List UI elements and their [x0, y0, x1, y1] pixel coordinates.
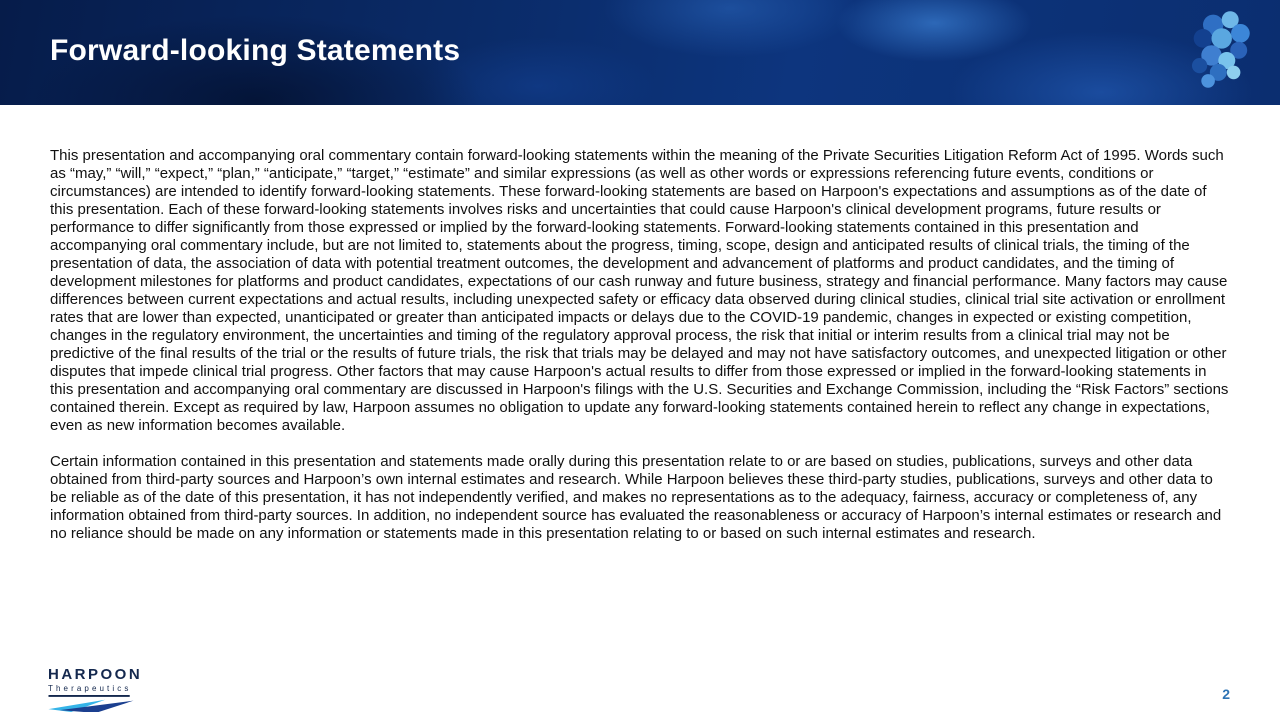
page-number: 2	[1222, 686, 1230, 702]
logo-harpoon-icon	[48, 695, 134, 712]
disclaimer-paragraph-2: Certain information contained in this presentation and statements made orally during this presentation relate to or are based on studies, publications, surveys and other data obtained from third-party sources and Harpoon’s own internal estimates and research. While Harpoon believes these third-party studies, publications, surveys and other data to be reliable as of the date of this presentation, it has not independently verified, and makes no representations as to the adequacy, fairness, accuracy or completeness of, any information obtained from third-party sources. In addition, no independent source has evaluated the reasonableness or accuracy of Harpoon’s internal estimates or research and no reliance should be made on any information or statements made in this presentation relating to or based on such internal estimates and research.	[50, 453, 1222, 542]
disclaimer-paragraph-1: This presentation and accompanying oral commentary contain forward-looking statements within the meaning of the Private Securities Litigation Reform Act of 1995. Words such as “may,” “will,” “expect,” “plan,” “anticipate,” “target,” “estimate” and similar expressions (as well as other words or expressions referencing future events, conditions or circumstances) are intended to identify forward-looking statements. These forward-looking statements are based on Harpoon's expectations and assumptions as of the date of this presentation. Each of these forward-looking statements involves risks and uncertainties that could cause Harpoon's clinical development programs, future results or performance to differ significantly from those expressed or implied by the forward-looking statements. Forward-looking statements contained in this presentation and accompanying oral commentary include, but are not limited to, statements about the progress, timing, scope, design and anticipated results of clinical trials, the timing of the presentation of data, the association of data with potential treatment outcomes, the development and advancement of platforms and product candidates, and the timing of development milestones for platforms and product candidates, expectations of our cash runway and future business, strategy and financial performance. Many factors may cause differences between current expectations and actual results, including unexpected safety or efficacy data observed during clinical studies, clinical trial site activation or enrollment rates that are lower than expected, unanticipated or greater than anticipated impacts or delays due to the COVID-19 pandemic, changes in expected or existing competition, changes in the regulatory environment, the uncertainties and timing of the regulatory approval process, the risk that initial or interim results from a clinical trial may not be predictive of the final results of the trial or the results of future trials, the risk that trials may be delayed and may not have satisfactory outcomes, and unexpected litigation or other disputes that impede clinical trial progress. Other factors that may cause Harpoon's actual results to differ from those expressed or implied in the forward-looking statements in this presentation and accompanying oral commentary are discussed in Harpoon's filings with the U.S. Securities and Exchange Commission, including the “Risk Factors” sections contained therein. Except as required by law, Harpoon assumes no obligation to update any forward-looking statements contained herein to reflect any change in expectations, even as new information becomes available.	[50, 147, 1229, 434]
slide-body	[0, 105, 1280, 543]
harpoon-logo	[48, 667, 158, 712]
logo-wordmark: HARPOON	[48, 666, 143, 683]
slide-title: Forward-looking Statements	[50, 34, 461, 67]
protein-molecule-image	[1186, 7, 1254, 97]
slide-header-banner	[0, 0, 1280, 105]
logo-subtitle: Therapeutics	[48, 684, 132, 693]
